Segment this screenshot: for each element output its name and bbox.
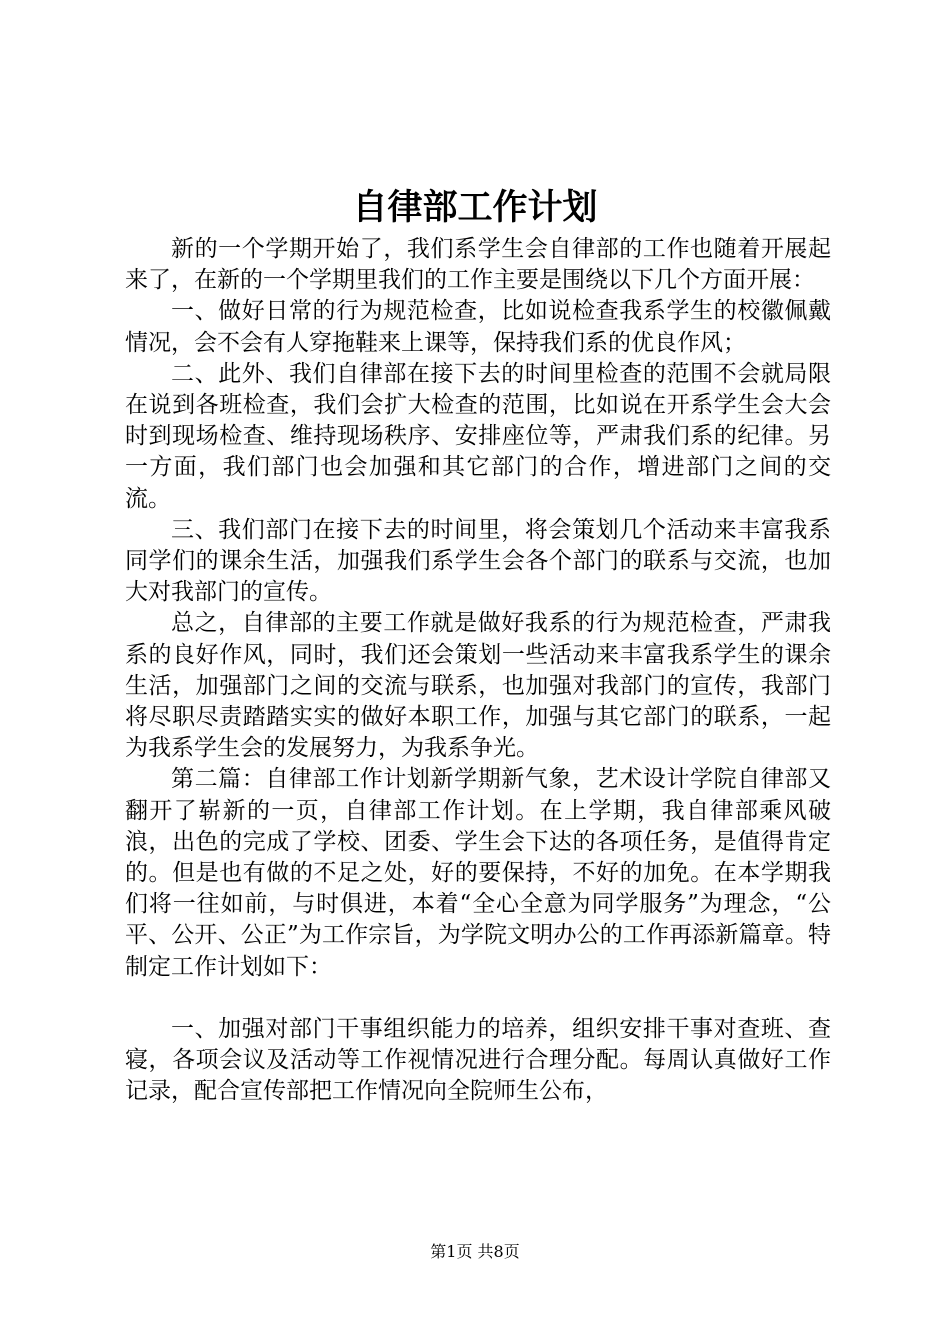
paragraph-second-article: 第二篇：自律部工作计划新学期新气象，艺术设计学院自律部又翻开了崭新的一页，自律部工作计划。在上学期，我自律部乘风破浪，出色的完成了学校、团委、学生会下达的各项任务，是值得肯定的。但是也有做的不足之处，好的要保持，不好的加免。在本学期我们将一往如前，与时俱进，本着“全心全意为同学服务”为理念，“公平、公开、公正”为工作宗旨，为学院文明办公的工作再添新篇章。特制定工作计划如下： (125, 766, 831, 980)
paragraph-summary: 总之，自律部的主要工作就是做好我系的行为规范检查，严肃我系的良好作风，同时，我们还会策划一些活动来丰富我系学生的课余生活，加强部门之间的交流与联系，也加强对我部门的宣传，我部门将尽职尽责踏踏实实的做好本职工作，加强与其它部门的联系，一起为我系学生会的发展努力，为我系争光。 (125, 610, 831, 762)
paragraph-item-2: 二、此外、我们自律部在接下去的时间里检查的范围不会就局限在说到各班检查，我们会扩大检查的范围，比如说在开系学生会大会时到现场检查、维持现场秩序、安排座位等，严肃我们系的纪律。另一方面，我们部门也会加强和其它部门的合作，增进部门之间的交流。 (125, 360, 831, 512)
page-number: 第1页 共8页 (430, 1242, 520, 1261)
paragraph-plan-item-1: 一、加强对部门干事组织能力的培养，组织安排干事对查班、查寝，各项会议及活动等工作视情况进行合理分配。每周认真做好工作记录，配合宣传部把工作情况向全院师生公布， (125, 1015, 831, 1105)
paragraph-item-1: 一、做好日常的行为规范检查，比如说检查我系学生的校徽佩戴情况，会不会有人穿拖鞋来上课等，保持我们系的优良作风； (125, 298, 831, 356)
document-body (125, 234, 831, 1107)
page-title: 自律部工作计划 (352, 187, 598, 228)
paragraph-intro: 新的一个学期开始了，我们系学生会自律部的工作也随着开展起来了，在新的一个学期里我们的工作主要是围绕以下几个方面开展： (125, 236, 831, 294)
paragraph-item-3: 三、我们部门在接下去的时间里，将会策划几个活动来丰富我系同学们的课余生活，加强我们系学生会各个部门的联系与交流，也加大对我部门的宣传。 (125, 516, 831, 606)
